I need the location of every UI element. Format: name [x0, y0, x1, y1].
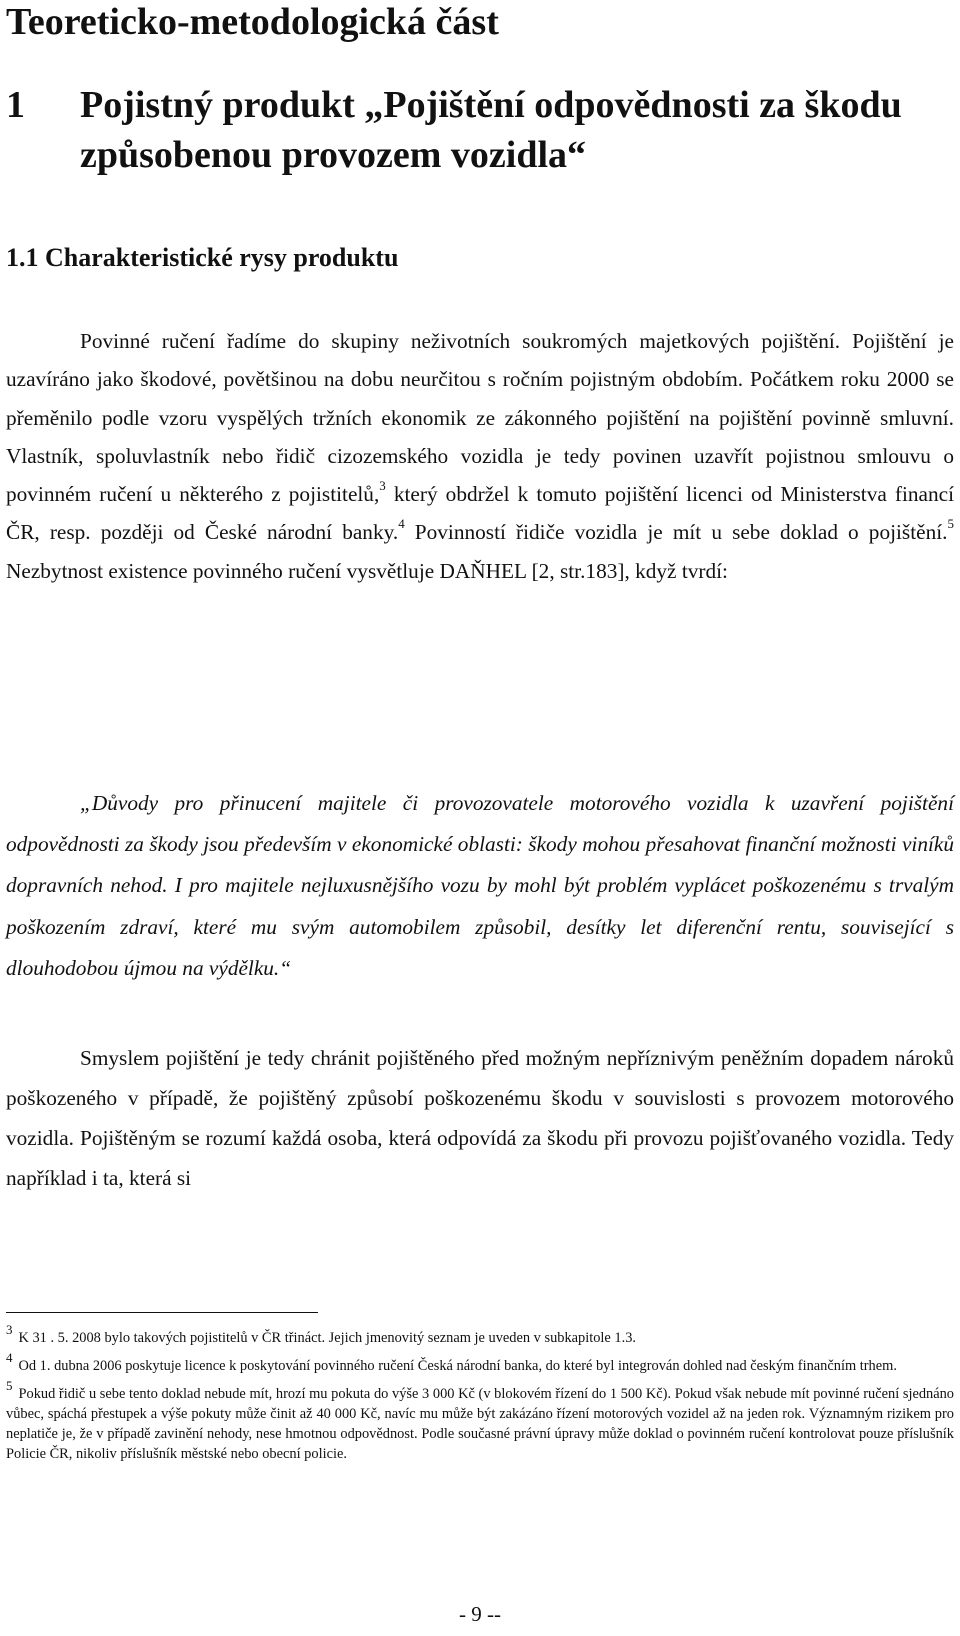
paragraph-text: který obdržel k tomuto pojištění licenci od Ministerstva financí ČR, resp. později od České národní banky.: [6, 482, 954, 545]
chapter-title: Pojistný produkt „Pojištění odpovědnosti za škodu způsobenou provozem vozidla“: [80, 84, 902, 176]
footnote-ref[interactable]: 4: [398, 516, 405, 532]
footnote-text: Pokud řidič u sebe tento doklad nebude mít, hrozí mu pokuta do výše 3 000 Kč (v blokovém řízení do 1 500 Kč). Pokud však nebude mít povinné ručení sjednáno vůbec, spáchá přestupek a výše pokuty může činit až 40 000 Kč, navíc mu může být zakázáno řízení motorových vozidel až na jeden rok. Významným rizikem pro neplatiče je, že v případě zavinění nehody, nese hmotnou odpovědnost. Podle současné právní úpravy může doklad o povinném ručení kontrolovat pouze příslušník Policie ČR, nikoliv příslušník městské nebo obecní policie.: [6, 1385, 954, 1463]
paragraph-text: Nezbytnost existence povinného ručení vysvětluje DAŇHEL [2, str.183], když tvrdí:: [6, 558, 728, 583]
footnote-mark: 4: [6, 1350, 13, 1365]
block-quote: „Důvody pro přinucení majitele či provozovatele motorového vozidla k uzavření pojištění odpovědnosti za škody jsou především v ekonomické oblasti: škody mohou přesahovat finanční možnosti viníků dopravních nehod. I pro majitele nejluxusnějšího vozu by mohl být problém vyplácet poškozenému s trvalým poškozením zdraví, které mu svým automobilem způsobil, desítky let diferenční rentu, související s dlouhodobou újmou na výdělku.“: [6, 791, 954, 980]
footnote: [6, 1322, 954, 1348]
paragraph-text: Povinností řidiče vozidla je mít u sebe doklad o pojištění.: [404, 520, 948, 545]
footnotes: [6, 1322, 954, 1467]
chapter-number: 1: [6, 84, 25, 126]
body-paragraph-2: Smyslem pojištění je tedy chránit pojištěného před možným nepříznivým peněžním dopadem nároků poškozeného v případě, že pojištěný způsobí poškozenému škodu v souvislosti s provozem motorového vozidla. Pojištěným se rozumí každá osoba, která odpovídá za škodu při provozu pojišťovaného vozidla. Tedy například i ta, která si: [6, 1046, 954, 1190]
section-heading: 1.1 Charakteristické rysy produktu: [6, 243, 399, 272]
footnote-ref[interactable]: 5: [947, 516, 954, 532]
footnote-mark: 3: [6, 1322, 13, 1337]
page-number: - 9 --: [459, 1602, 501, 1626]
part-heading: Teoreticko-metodologická část: [6, 1, 499, 43]
body-paragraph-1: [6, 322, 954, 590]
footnote-separator: [6, 1312, 318, 1313]
footnote-text: Od 1. dubna 2006 poskytuje licence k poskytování povinného ručení Česká národní banka, do které byl integrován dohled nad českým finančním trhem.: [18, 1357, 897, 1374]
footnote-mark: 5: [6, 1378, 13, 1393]
footnote: [6, 1378, 954, 1465]
paragraph-text: Povinné ručení řadíme do skupiny neživotních soukromých majetkových pojištění. Pojištění je uzavíráno jako škodové, povětšinou na dobu neurčitou s ročním pojistným obdobím. Počátkem roku 2000 se přeměnilo podle vzoru vyspělých tržních ekonomik ze zákonného pojištění na pojištění povinně smluvní. Vlastník, spoluvlastník nebo řidič cizozemského vozidla je tedy povinen uzavřít pojistnou smlouvu o povinném ručení u některého z pojistitelů,: [6, 329, 954, 507]
footnote: [6, 1350, 954, 1376]
footnote-ref[interactable]: 3: [379, 478, 386, 494]
footnote-text: K 31 . 5. 2008 bylo takových pojistitelů v ČR třináct. Jejich jmenovitý seznam je uveden v subkapitole 1.3.: [18, 1329, 636, 1346]
